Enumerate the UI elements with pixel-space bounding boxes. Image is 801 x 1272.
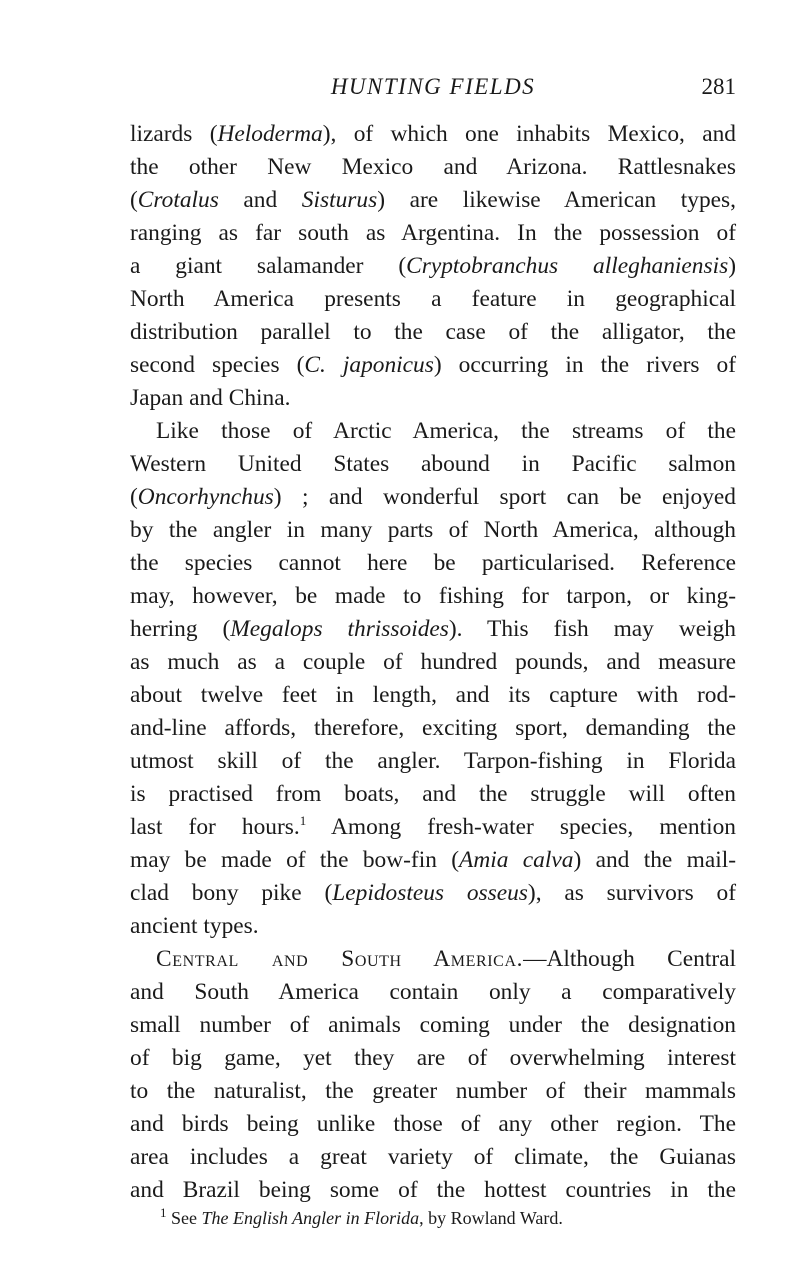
text-segment: may be made of the bow-fin ( bbox=[130, 847, 460, 873]
text-segment: —Although Central bbox=[523, 946, 736, 972]
footnote-book-title: The English Angler in Florida bbox=[201, 1208, 420, 1228]
text-line bbox=[130, 217, 736, 250]
page-number: 281 bbox=[701, 74, 736, 99]
text-segment: Japan and China. bbox=[130, 385, 291, 411]
text-segment: Like those of Arctic America, the streams of the bbox=[156, 418, 736, 444]
text-segment: and birds being unlike those of any other region. The bbox=[130, 1111, 736, 1137]
body-text bbox=[130, 118, 736, 1207]
section-heading: Central and South America. bbox=[156, 946, 524, 972]
text-line bbox=[130, 382, 736, 415]
text-segment: of big game, yet they are of overwhelming interest bbox=[130, 1045, 736, 1071]
text-line bbox=[130, 316, 736, 349]
footnote-reference: 1 bbox=[299, 813, 307, 829]
text-line bbox=[130, 910, 736, 943]
text-line bbox=[130, 151, 736, 184]
text-segment: ) are likewise American types, bbox=[377, 187, 737, 213]
text-segment: second species ( bbox=[130, 352, 305, 378]
text-segment: the other New Mexico and Arizona. Rattlesnakes bbox=[130, 154, 736, 180]
italic-term: Sisturus bbox=[301, 187, 378, 213]
text-segment: ( bbox=[130, 187, 138, 213]
text-segment: last for hours. bbox=[130, 814, 300, 840]
text-segment: ( bbox=[130, 484, 138, 510]
footnote-prefix: See bbox=[166, 1208, 202, 1228]
text-line bbox=[130, 943, 736, 976]
italic-term: Megalops thrissoides bbox=[230, 616, 449, 642]
text-line bbox=[130, 118, 736, 151]
running-head bbox=[130, 72, 736, 106]
text-line bbox=[130, 1174, 736, 1207]
text-line bbox=[130, 976, 736, 1009]
text-line bbox=[130, 745, 736, 778]
text-segment: area includes a great variety of climate, the Guianas bbox=[130, 1144, 736, 1170]
text-segment: by the angler in many parts of North America, although bbox=[130, 517, 736, 543]
italic-term: Amia calva bbox=[459, 847, 574, 873]
italic-term: Heloderma bbox=[217, 121, 323, 147]
text-segment: utmost skill of the angler. Tarpon-fishing in Florida bbox=[130, 748, 736, 774]
text-line bbox=[130, 1042, 736, 1075]
text-line bbox=[130, 877, 736, 910]
text-segment: ) and the mail- bbox=[573, 847, 737, 873]
text-segment: and-line affords, therefore, exciting sport, demanding the bbox=[130, 715, 736, 741]
text-line bbox=[130, 415, 736, 448]
text-segment: North America presents a feature in geographical bbox=[130, 286, 736, 312]
text-segment: ranging as far south as Argentina. In the possession of bbox=[130, 220, 736, 246]
italic-term: Oncorhynchus bbox=[137, 484, 274, 510]
text-segment: Among fresh-water species, mention bbox=[306, 814, 736, 840]
footnote-suffix: , by Rowland Ward. bbox=[419, 1208, 563, 1228]
text-segment: ) bbox=[728, 253, 736, 279]
text-line bbox=[130, 679, 736, 712]
text-segment: clad bony pike ( bbox=[130, 880, 333, 906]
text-line bbox=[130, 613, 736, 646]
footnote bbox=[160, 1206, 740, 1230]
text-line bbox=[130, 250, 736, 283]
text-line bbox=[130, 580, 736, 613]
italic-term: Lepidosteus osseus bbox=[332, 880, 528, 906]
text-line bbox=[130, 547, 736, 580]
text-segment: and South America contain only a comparatively bbox=[130, 979, 736, 1005]
text-line bbox=[130, 1108, 736, 1141]
text-segment: distribution parallel to the case of the alligator, the bbox=[130, 319, 736, 345]
running-title: HUNTING FIELDS bbox=[330, 74, 536, 99]
text-line bbox=[130, 1009, 736, 1042]
text-segment: ). This fish may weigh bbox=[448, 616, 736, 642]
text-segment: may, however, be made to fishing for tarpon, or king- bbox=[130, 583, 736, 609]
text-segment: ), as survivors of bbox=[527, 880, 737, 906]
text-segment: a giant salamander ( bbox=[130, 253, 407, 279]
text-line bbox=[130, 283, 736, 316]
text-segment: ) occurring in the rivers of bbox=[433, 352, 736, 378]
text-line bbox=[130, 646, 736, 679]
text-segment: lizards ( bbox=[130, 121, 218, 147]
text-line bbox=[130, 811, 736, 844]
italic-term: Crotalus bbox=[137, 187, 219, 213]
text-line bbox=[130, 481, 736, 514]
text-line bbox=[130, 514, 736, 547]
text-segment: Western United States abound in Pacific salmon bbox=[130, 451, 736, 477]
text-segment: about twelve feet in length, and its capture with rod- bbox=[130, 682, 736, 708]
text-line bbox=[130, 712, 736, 745]
text-line bbox=[130, 448, 736, 481]
italic-term: C. japonicus bbox=[304, 352, 434, 378]
text-segment: herring ( bbox=[130, 616, 231, 642]
text-line bbox=[130, 778, 736, 811]
text-segment: is practised from boats, and the struggle will often bbox=[130, 781, 736, 807]
text-segment: as much as a couple of hundred pounds, and measure bbox=[130, 649, 736, 675]
text-segment: ancient types. bbox=[130, 913, 259, 939]
text-segment: ) ; and wonderful sport can be enjoyed bbox=[273, 484, 736, 510]
text-segment: the species cannot here be particularised. Reference bbox=[130, 550, 736, 576]
text-segment: and Brazil being some of the hottest countries in the bbox=[130, 1177, 736, 1203]
text-line bbox=[130, 1075, 736, 1108]
text-line bbox=[130, 1141, 736, 1174]
text-line bbox=[130, 349, 736, 382]
italic-term: Cryptobranchus alleghaniensis bbox=[406, 253, 729, 279]
text-segment: small number of animals coming under the designation bbox=[130, 1012, 736, 1038]
text-segment: to the naturalist, the greater number of their mammals bbox=[130, 1078, 736, 1104]
text-line bbox=[130, 844, 736, 877]
footnote-marker: 1 bbox=[160, 1205, 167, 1220]
text-line bbox=[130, 184, 736, 217]
text-segment: ), of which one inhabits Mexico, and bbox=[322, 121, 736, 147]
text-segment: and bbox=[218, 187, 302, 213]
